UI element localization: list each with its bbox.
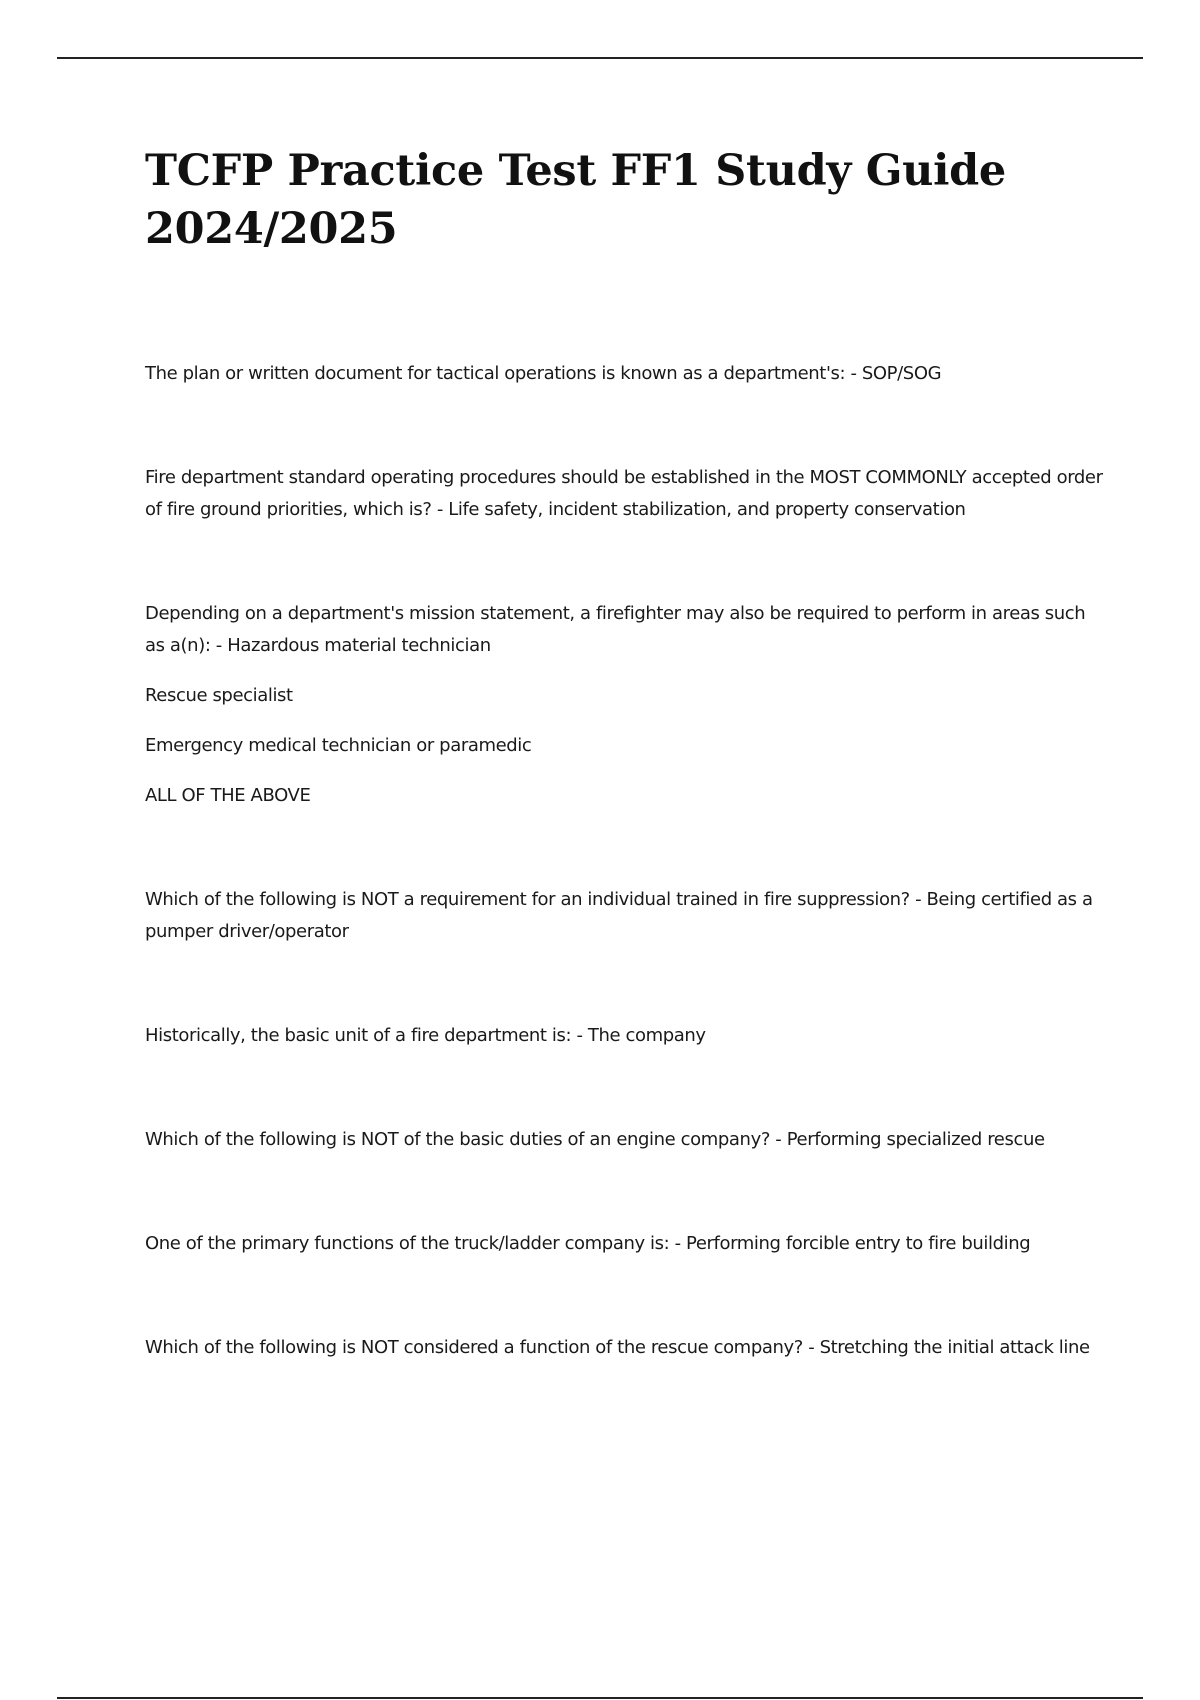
answer-option-emt-paramedic: Emergency medical technician or paramedic — [145, 735, 532, 756]
question-text: One of the primary functions of the truck/ladder company is: - Performing forcible entry to fire building — [145, 1233, 1031, 1254]
answer-option-all-of-the-above: ALL OF THE ABOVE — [145, 785, 311, 806]
question-text: The plan or written document for tactical operations is known as a department's: - SOP/SOG — [145, 363, 942, 384]
question-text: Depending on a department's mission statement, a firefighter may also be required to perform in areas such as a(n): - Hazardous material technician — [145, 603, 1086, 656]
question-item-1 — [145, 358, 1105, 390]
document-title — [145, 142, 1105, 258]
bottom-divider — [57, 1697, 1143, 1699]
question-text: Which of the following is NOT considered a function of the rescue company? - Stretching the initial attack line — [145, 1337, 1090, 1358]
question-item-4 — [145, 884, 1105, 948]
top-divider — [57, 57, 1143, 59]
question-text: Which of the following is NOT of the basic duties of an engine company? - Performing specialized rescue — [145, 1129, 1045, 1150]
title-line-2: 2024/2025 — [145, 204, 398, 254]
question-item-3 — [145, 598, 1105, 812]
question-item-8 — [145, 1332, 1105, 1364]
question-list — [145, 358, 1105, 1364]
answer-option-rescue-specialist: Rescue specialist — [145, 685, 293, 706]
question-item-2 — [145, 462, 1105, 526]
question-text: Fire department standard operating procedures should be established in the MOST COMMONLY accepted order of fire ground priorities, which is? - Life safety, incident stabilization, and property conservation — [145, 467, 1103, 520]
question-item-5 — [145, 1020, 1105, 1052]
question-item-7 — [145, 1228, 1105, 1260]
question-text: Historically, the basic unit of a fire department is: - The company — [145, 1025, 706, 1046]
question-text: Which of the following is NOT a requirement for an individual trained in fire suppression? - Being certified as a pumper driver/operator — [145, 889, 1093, 942]
question-item-6 — [145, 1124, 1105, 1156]
page-content — [145, 142, 1105, 1436]
title-line-1: TCFP Practice Test FF1 Study Guide — [145, 146, 1006, 196]
